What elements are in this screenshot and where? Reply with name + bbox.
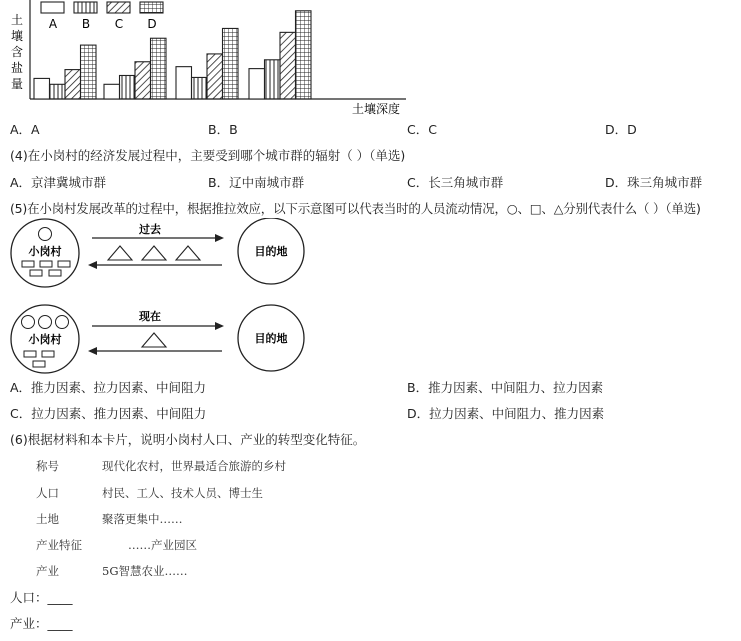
square-symbol	[24, 351, 36, 357]
circle-symbol	[56, 316, 69, 329]
card-value-land: 聚落更集中……	[102, 512, 183, 526]
square-symbol	[49, 270, 61, 276]
triangle-symbol	[142, 246, 166, 260]
bar-group2-d	[151, 38, 167, 99]
q4-option-c[interactable]: C．长三角城市群	[407, 175, 504, 190]
y-axis-label-char: 土	[10, 13, 24, 27]
bar-group2-a	[104, 84, 120, 99]
bar-group3-b	[192, 77, 208, 99]
destination-label: 目的地	[254, 332, 288, 345]
bar-group4-c	[280, 32, 296, 99]
x-axis-label: 土壤深度	[352, 102, 401, 116]
legend-swatch-d	[140, 2, 163, 13]
legend-label-d: D	[147, 17, 157, 31]
y-axis-label-char: 壤	[10, 29, 24, 43]
square-symbol	[22, 261, 34, 267]
bar-group1-c	[65, 70, 81, 99]
push-pull-diagram-past	[0, 218, 320, 298]
legend-swatch-c	[107, 2, 130, 13]
card-label-land: 土地	[36, 512, 59, 526]
village-label: 小岗村	[28, 245, 62, 258]
q4-option-a[interactable]: A．京津冀城市群	[10, 175, 107, 190]
q4-option-d[interactable]: D．珠三角城市群	[605, 175, 703, 190]
bar-group1-b	[50, 84, 66, 99]
salt-bar-chart	[0, 0, 420, 118]
triangle-symbol	[142, 333, 166, 347]
q5-option-c[interactable]: C．拉力因素、推力因素、中间阻力	[10, 406, 207, 421]
triangle-symbol	[176, 246, 200, 260]
arrow-label: 现在	[139, 310, 161, 323]
bar-group3-c	[207, 54, 223, 99]
square-symbol	[30, 270, 42, 276]
card-value-population: 村民、工人、技术人员、博士生	[102, 486, 263, 500]
square-symbol	[42, 351, 54, 357]
bar-group4-b	[265, 60, 281, 99]
bar-group3-a	[176, 67, 192, 99]
bar-group1-a	[34, 78, 50, 99]
card-label-industry-feature: 产业特征	[36, 538, 82, 552]
circle-symbol	[22, 316, 35, 329]
square-symbol	[33, 361, 45, 367]
y-axis-label-char: 量	[10, 77, 24, 91]
arrow-label: 过去	[139, 223, 161, 236]
village-label: 小岗村	[28, 333, 62, 346]
q3-option-b[interactable]: B．B	[208, 122, 238, 137]
q4-option-b[interactable]: B．辽中南城市群	[208, 175, 305, 190]
circle-symbol	[39, 228, 52, 241]
q5-option-b[interactable]: B．推力因素、中间阻力、拉力因素	[407, 380, 604, 395]
legend-swatch-a	[41, 2, 64, 13]
card-label-title: 称号	[36, 459, 59, 473]
bar-group2-c	[135, 62, 151, 99]
circle-symbol	[39, 316, 52, 329]
q6-stem: (6)根据材料和本卡片，说明小岗村人口、产业的转型变化特征。	[10, 432, 366, 447]
card-label-industry: 产业	[36, 564, 59, 578]
q5-option-a[interactable]: A．推力因素、拉力因素、中间阻力	[10, 380, 207, 395]
legend-label-b: B	[81, 17, 91, 31]
card-value-industry: 5G智慧农业……	[102, 564, 188, 578]
push-pull-diagram-now	[0, 304, 320, 378]
bar-group4-a	[249, 69, 265, 99]
bar-group1-d	[81, 45, 97, 99]
destination-label: 目的地	[254, 245, 288, 258]
y-axis-label-char: 含	[10, 45, 24, 59]
q4-stem: (4)在小岗村的经济发展过程中，主要受到哪个城市群的辐射（ ）（单选)	[10, 148, 406, 163]
bar-group4-d	[296, 11, 312, 99]
legend-swatch-b	[74, 2, 97, 13]
square-symbol	[40, 261, 52, 267]
card-value-title: 现代化农村，世界最适合旅游的乡村	[102, 459, 286, 473]
bar-group3-d	[223, 28, 239, 99]
q3-option-d[interactable]: D．D	[605, 122, 637, 137]
q5-stem: (5)在小岗村发展改革的过程中，根据推拉效应，以下示意图可以代表当时的人员流动情况，○、□、△分别代表什么（ ）（单选)	[10, 201, 701, 216]
bar-group2-b	[120, 75, 136, 99]
card-value-industry-feature: ……产业园区	[128, 538, 197, 552]
triangle-symbol	[108, 246, 132, 260]
q3-option-a[interactable]: A．A	[10, 122, 40, 137]
y-axis-label-char: 盐	[10, 61, 24, 75]
card-label-population: 人口	[36, 486, 59, 500]
answer-industry[interactable]: 产业：____	[10, 616, 73, 631]
answer-population[interactable]: 人口：____	[10, 590, 73, 605]
q5-option-d[interactable]: D．拉力因素、中间阻力、推力因素	[407, 406, 605, 421]
legend-label-c: C	[114, 17, 124, 31]
square-symbol	[58, 261, 70, 267]
legend-label-a: A	[48, 17, 58, 31]
q3-option-c[interactable]: C．C	[407, 122, 437, 137]
